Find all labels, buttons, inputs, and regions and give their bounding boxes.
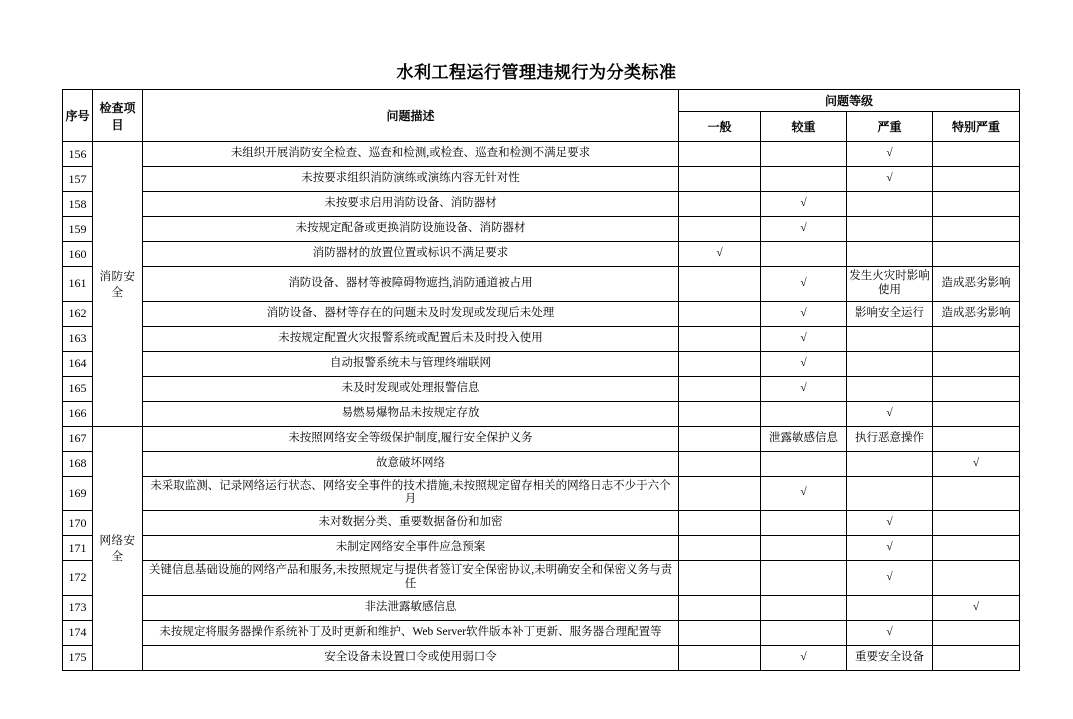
level-cell-critical [933, 217, 1020, 242]
table-row [63, 561, 1020, 596]
problem-desc-cell: 未制定网络安全事件应急预案 [143, 536, 679, 561]
table-row [63, 192, 1020, 217]
problem-desc-cell: 未按要求组织消防演练或演练内容无针对性 [143, 167, 679, 192]
problem-desc-cell: 未按规定配置火灾报警系统或配置后未及时投入使用 [143, 326, 679, 351]
level-cell-critical [933, 376, 1020, 401]
table-row [63, 451, 1020, 476]
level-cell-general [679, 511, 761, 536]
level-cell-general [679, 426, 761, 451]
problem-desc-cell: 未按规定将服务器操作系统补丁及时更新和维护、Web Server软件版本补丁更新、服务器合理配置等 [143, 620, 679, 645]
seq-cell: 174 [63, 620, 93, 645]
level-cell-moderate [761, 536, 847, 561]
table-row [63, 595, 1020, 620]
level-cell-severe [847, 451, 933, 476]
level-cell-severe [847, 242, 933, 267]
header-level-general: 一般 [679, 112, 761, 142]
seq-cell: 159 [63, 217, 93, 242]
level-cell-severe [847, 476, 933, 511]
header-problem-desc: 问题描述 [143, 90, 679, 142]
problem-desc-cell: 消防设备、器材等被障碍物遮挡,消防通道被占用 [143, 267, 679, 302]
level-cell-severe: √ [847, 561, 933, 596]
seq-cell: 157 [63, 167, 93, 192]
level-cell-critical [933, 326, 1020, 351]
seq-cell: 175 [63, 645, 93, 670]
header-inspection-item: 检查项目 [93, 90, 143, 142]
level-cell-general [679, 476, 761, 511]
level-cell-general [679, 326, 761, 351]
level-cell-moderate: √ [761, 645, 847, 670]
problem-desc-cell: 未及时发现或处理报警信息 [143, 376, 679, 401]
seq-cell: 168 [63, 451, 93, 476]
problem-desc-cell: 未组织开展消防安全检查、巡查和检测,或检查、巡查和检测不满足要求 [143, 142, 679, 167]
seq-cell: 162 [63, 301, 93, 326]
level-cell-critical: 造成恶劣影响 [933, 301, 1020, 326]
level-cell-moderate [761, 401, 847, 426]
violation-classification-table [62, 89, 1020, 671]
level-cell-moderate: 泄露敏感信息 [761, 426, 847, 451]
level-cell-critical: √ [933, 595, 1020, 620]
level-cell-moderate [761, 167, 847, 192]
level-cell-severe [847, 351, 933, 376]
seq-cell: 172 [63, 561, 93, 596]
level-cell-moderate: √ [761, 267, 847, 302]
level-cell-critical: √ [933, 451, 1020, 476]
level-cell-moderate [761, 451, 847, 476]
level-cell-moderate [761, 620, 847, 645]
level-cell-severe: √ [847, 620, 933, 645]
level-cell-critical [933, 476, 1020, 511]
table-row [63, 620, 1020, 645]
level-cell-general [679, 267, 761, 302]
level-cell-critical [933, 142, 1020, 167]
level-cell-moderate [761, 511, 847, 536]
problem-desc-cell: 未按照网络安全等级保护制度,履行安全保护义务 [143, 426, 679, 451]
seq-cell: 169 [63, 476, 93, 511]
problem-desc-cell: 未对数据分类、重要数据备份和加密 [143, 511, 679, 536]
inspection-group-label: 消防安全 [93, 142, 143, 427]
level-cell-general [679, 595, 761, 620]
level-cell-general [679, 192, 761, 217]
table-row [63, 267, 1020, 302]
table-row [63, 645, 1020, 670]
problem-desc-cell: 未按规定配备或更换消防设施设备、消防器材 [143, 217, 679, 242]
header-seq: 序号 [63, 90, 93, 142]
level-cell-general: √ [679, 242, 761, 267]
seq-cell: 171 [63, 536, 93, 561]
seq-cell: 156 [63, 142, 93, 167]
problem-desc-cell: 安全设备未设置口令或使用弱口令 [143, 645, 679, 670]
level-cell-severe: √ [847, 167, 933, 192]
inspection-group-label: 网络安全 [93, 426, 143, 670]
problem-desc-cell: 自动报警系统未与管理终端联网 [143, 351, 679, 376]
seq-cell: 160 [63, 242, 93, 267]
table-row [63, 476, 1020, 511]
level-cell-severe [847, 217, 933, 242]
level-cell-critical [933, 620, 1020, 645]
seq-cell: 158 [63, 192, 93, 217]
level-cell-moderate [761, 242, 847, 267]
level-cell-critical [933, 242, 1020, 267]
level-cell-severe: √ [847, 142, 933, 167]
level-cell-general [679, 620, 761, 645]
level-cell-moderate: √ [761, 217, 847, 242]
level-cell-general [679, 536, 761, 561]
problem-desc-cell: 未采取监测、记录网络运行状态、网络安全事件的技术措施,未按照规定留存相关的网络日志不少于六个月 [143, 476, 679, 511]
level-cell-general [679, 451, 761, 476]
level-cell-critical [933, 192, 1020, 217]
level-cell-critical [933, 645, 1020, 670]
problem-desc-cell: 关键信息基础设施的网络产品和服务,未按照规定与提供者签订安全保密协议,未明确安全和保密义务与责任 [143, 561, 679, 596]
level-cell-severe [847, 376, 933, 401]
header-level-moderate: 较重 [761, 112, 847, 142]
level-cell-severe: √ [847, 401, 933, 426]
page-title: 水利工程运行管理违规行为分类标准 [396, 63, 677, 82]
seq-cell: 163 [63, 326, 93, 351]
header-problem-level: 问题等级 [679, 90, 1020, 112]
table-row [63, 511, 1020, 536]
level-cell-critical [933, 536, 1020, 561]
level-cell-critical [933, 351, 1020, 376]
level-cell-critical [933, 167, 1020, 192]
table-row [63, 301, 1020, 326]
level-cell-moderate [761, 561, 847, 596]
level-cell-severe [847, 192, 933, 217]
seq-cell: 166 [63, 401, 93, 426]
table-row [63, 242, 1020, 267]
table-row [63, 326, 1020, 351]
problem-desc-cell: 消防设备、器材等存在的问题未及时发现或发现后未处理 [143, 301, 679, 326]
level-cell-severe [847, 595, 933, 620]
level-cell-severe: 执行恶意操作 [847, 426, 933, 451]
level-cell-severe: 影响安全运行 [847, 301, 933, 326]
level-cell-moderate: √ [761, 351, 847, 376]
table-row [63, 351, 1020, 376]
table-row [63, 536, 1020, 561]
level-cell-severe: 重要安全设备 [847, 645, 933, 670]
table-row [63, 401, 1020, 426]
table-row [63, 426, 1020, 451]
table-row [63, 217, 1020, 242]
seq-cell: 164 [63, 351, 93, 376]
level-cell-general [679, 376, 761, 401]
header-level-severe: 严重 [847, 112, 933, 142]
problem-desc-cell: 易燃易爆物品未按规定存放 [143, 401, 679, 426]
level-cell-severe [847, 326, 933, 351]
level-cell-moderate: √ [761, 301, 847, 326]
seq-cell: 170 [63, 511, 93, 536]
seq-cell: 165 [63, 376, 93, 401]
problem-desc-cell: 故意破坏网络 [143, 451, 679, 476]
level-cell-severe: √ [847, 511, 933, 536]
level-cell-critical [933, 426, 1020, 451]
level-cell-moderate: √ [761, 476, 847, 511]
level-cell-general [679, 645, 761, 670]
level-cell-general [679, 167, 761, 192]
level-cell-critical [933, 401, 1020, 426]
level-cell-general [679, 301, 761, 326]
problem-desc-cell: 未按要求启用消防设备、消防器材 [143, 192, 679, 217]
level-cell-moderate: √ [761, 192, 847, 217]
level-cell-severe: 发生火灾时影响使用 [847, 267, 933, 302]
level-cell-moderate [761, 142, 847, 167]
level-cell-general [679, 401, 761, 426]
seq-cell: 167 [63, 426, 93, 451]
level-cell-general [679, 351, 761, 376]
table-row [63, 167, 1020, 192]
level-cell-general [679, 142, 761, 167]
table-row [63, 376, 1020, 401]
level-cell-moderate: √ [761, 326, 847, 351]
level-cell-moderate [761, 595, 847, 620]
level-cell-general [679, 561, 761, 596]
level-cell-general [679, 217, 761, 242]
problem-desc-cell: 消防器材的放置位置或标识不满足要求 [143, 242, 679, 267]
level-cell-critical: 造成恶劣影响 [933, 267, 1020, 302]
level-cell-critical [933, 561, 1020, 596]
table-row [63, 142, 1020, 167]
level-cell-critical [933, 511, 1020, 536]
level-cell-moderate: √ [761, 376, 847, 401]
problem-desc-cell: 非法泄露敏感信息 [143, 595, 679, 620]
seq-cell: 161 [63, 267, 93, 302]
header-level-critical: 特别严重 [933, 112, 1020, 142]
seq-cell: 173 [63, 595, 93, 620]
level-cell-severe: √ [847, 536, 933, 561]
